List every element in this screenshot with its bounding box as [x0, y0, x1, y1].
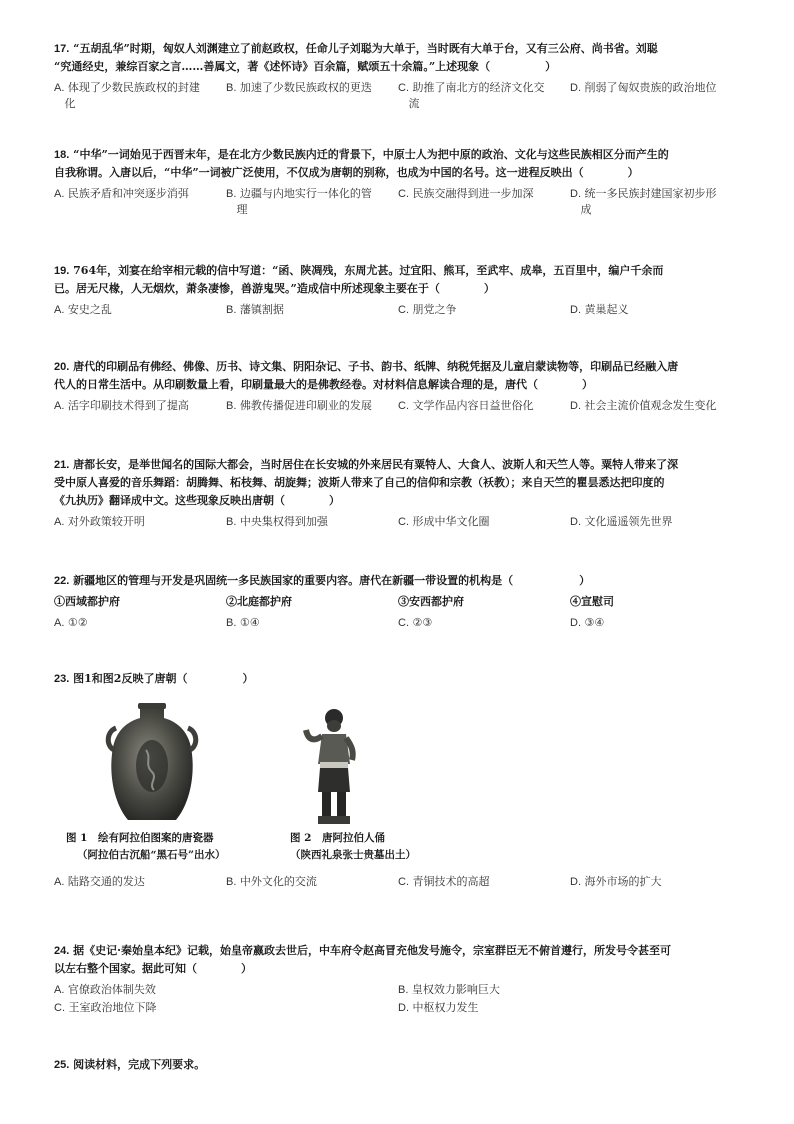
options	[54, 615, 744, 633]
question-19	[54, 262, 744, 320]
question-20	[54, 358, 744, 416]
figure-2-caption: 图 2 唐阿拉伯人俑 （陕西礼泉张士贵墓出土）	[290, 832, 416, 861]
figures	[54, 696, 744, 874]
options	[54, 186, 744, 220]
option-a[interactable]: A. 民族矛盾和冲突逐步消弭	[54, 187, 189, 200]
option-d[interactable]: D. ③④	[570, 616, 605, 629]
options	[54, 302, 744, 320]
options	[54, 874, 744, 892]
option-b[interactable]: B. 皇权效力影响巨大	[398, 983, 500, 996]
figure-1-caption: 图 1 绘有阿拉伯图案的唐瓷器 （阿拉伯古沉船“黑石号”出水）	[66, 832, 226, 861]
option-c[interactable]: C. 民族交融得到进一步加深	[398, 187, 534, 200]
choice-item: ①西域都护府	[54, 595, 120, 608]
options	[54, 514, 744, 532]
question-stem: 17. “五胡乱华”时期，匈奴人刘渊建立了前赵政权，任命儿子刘聪为大单于，当时既有大单于台，又有三公府、尚书省。刘聪 “究通经史，兼综百家之言……善属文，著《述怀诗》百余篇，赋颂五十余篇。”上述现象（ ）	[54, 42, 658, 73]
option-d[interactable]: D. 黄巢起义	[570, 303, 629, 316]
question-21	[54, 456, 744, 532]
question-24	[54, 942, 744, 1018]
option-b[interactable]: B. 中央集权得到加强	[226, 515, 328, 528]
question-22	[54, 572, 744, 633]
option-a[interactable]: A. 活字印刷技术得到了提高	[54, 399, 189, 412]
option-c[interactable]: C. 文学作品内容日益世俗化	[398, 399, 534, 412]
question-23	[54, 670, 744, 892]
option-b[interactable]: B. 边疆与内地实行一体化的管 理	[226, 187, 372, 216]
question-stem: 21. 唐都长安，是举世闻名的国际大都会，当时居住在长安城的外来居民有粟特人、大食人、波斯人和天竺人等。粟特人带来了深 受中原人喜爱的音乐舞蹈：胡腾舞、柘枝舞、胡旋舞；波斯人带来了自己的信仰和宗教（袄教）；来自天竺的瞿昙悉达把印度的 《九执历》翻译成中文。这些现象反映出唐朝（ ）	[54, 458, 679, 507]
question-18	[54, 146, 744, 220]
option-a[interactable]: A. ①②	[54, 616, 88, 629]
option-c[interactable]: C. 助推了南北方的经济文化交 流	[398, 81, 545, 110]
question-stem: 24. 据《史记·秦始皇本纪》记载，始皇帝嬴政去世后，中车府令赵高冒充他发号施令，宗室群臣无不俯首遵行，所发号令甚至可 以左右整个国家。据此可知（ ）	[54, 944, 671, 975]
question-stem: 20. 唐代的印刷品有佛经、佛像、历书、诗文集、阴阳杂记、子书、韵书、纸牌、纳税凭据及儿童启蒙读物等，印刷品已经融入唐 代人的日常生活中。从印刷数量上看，印刷量最大的是佛教经卷。对材料信息解读合理的是，唐代（ ）	[54, 360, 679, 391]
question-stem: 25. 阅读材料，完成下列要求。	[54, 1058, 206, 1071]
choice-item: ②北庭都护府	[226, 595, 292, 608]
option-c[interactable]: C. 形成中华文化圈	[398, 515, 490, 528]
option-a[interactable]: A. 官僚政治体制失效	[54, 983, 156, 996]
question-stem: 18. “中华”一词始见于西晋末年，是在北方少数民族内迁的背景下，中原士人为把中原的政治、文化与这些民族相区分而产生的 自我称谓。入唐以后，“中华”一词被广泛使用，不仅成为唐朝的别称，也成为中国的名号。这一进程反映出（ ）	[54, 148, 669, 179]
option-d[interactable]: D. 海外市场的扩大	[570, 875, 662, 888]
option-a[interactable]: A. 陆路交通的发达	[54, 875, 145, 888]
tang-ceramic-jar-image	[102, 700, 202, 828]
option-b[interactable]: B. 加速了少数民族政权的更迭	[226, 81, 372, 94]
option-b[interactable]: B. ①④	[226, 616, 260, 629]
option-c[interactable]: C. ②③	[398, 616, 433, 629]
option-c[interactable]: C. 朋党之争	[398, 303, 457, 316]
question-stem: 23. 图1和图2反映了唐朝（ ）	[54, 672, 254, 685]
option-d[interactable]: D. 统一多民族封建国家初步形 成	[570, 187, 717, 216]
question-25	[54, 1056, 744, 1074]
question-stem: 22. 新疆地区的管理与开发是巩固统一多民族国家的重要内容。唐代在新疆一带设置的机构是（ ）	[54, 574, 591, 587]
option-a[interactable]: A. 安史之乱	[54, 303, 112, 316]
choice-item: ③安西都护府	[398, 595, 464, 608]
options	[54, 80, 744, 114]
option-a[interactable]: A. 对外政策较开明	[54, 515, 145, 528]
option-d[interactable]: D. 削弱了匈奴贵族的政治地位	[570, 81, 717, 94]
question-17	[54, 40, 744, 114]
option-a[interactable]: A. 体现了少数民族政权的封建 化	[54, 81, 200, 110]
option-c[interactable]: C. 王室政治地位下降	[54, 1001, 157, 1014]
choice-item: ④宣慰司	[570, 595, 614, 608]
option-b[interactable]: B. 藩镇割据	[226, 303, 284, 316]
question-stem: 19. 764年，刘宴在给宰相元载的信中写道：“函、陕凋残，东周尤甚。过宜阳、熊耳，至武牢、成皋，五百里中，编户千余而 已。居无尺椽，人无烟炊，萧条凄惨，兽游鬼哭。”造成信中所述现象主要在于（ ）	[54, 264, 664, 295]
option-d[interactable]: D. 社会主流价值观念发生变化	[570, 399, 717, 412]
option-b[interactable]: B. 中外文化的交流	[226, 875, 317, 888]
options	[54, 982, 744, 1018]
options	[54, 398, 744, 416]
option-d[interactable]: D. 文化遥遥领先世界	[570, 515, 673, 528]
option-d[interactable]: D. 中枢权力发生	[398, 1001, 479, 1014]
option-b[interactable]: B. 佛教传播促进印刷业的发展	[226, 399, 372, 412]
option-c[interactable]: C. 青铜技术的高超	[398, 875, 490, 888]
choice-items	[54, 593, 744, 609]
tang-arab-figurine-image	[300, 708, 370, 828]
